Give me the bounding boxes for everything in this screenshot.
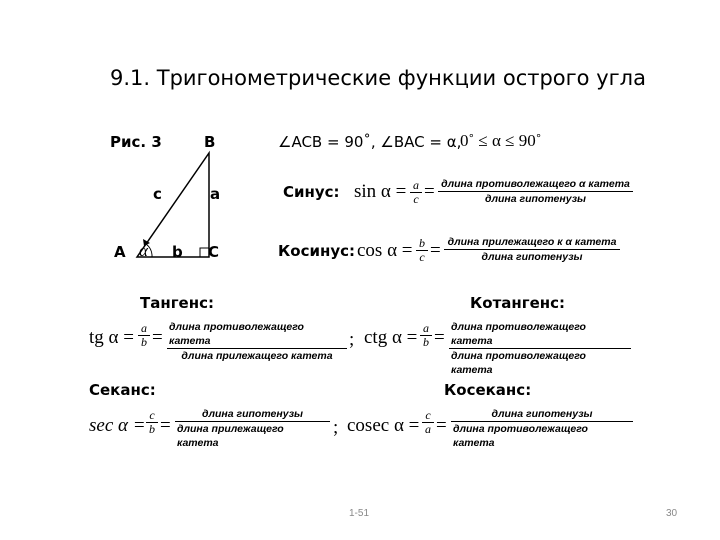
secant-numerator: c xyxy=(149,408,155,422)
secant-denominator: b xyxy=(149,422,155,436)
angle-conditions: ∠ACB = 90˚, ∠BAC = α, xyxy=(278,133,462,151)
cotangent-label: Котангенс: xyxy=(470,294,566,312)
cosecant-label: Косеканс: xyxy=(444,381,532,399)
page-number: 30 xyxy=(666,508,678,519)
sine-word-numerator: длина противолежащего α катета xyxy=(441,178,630,190)
cotangent-numerator: a xyxy=(423,321,429,335)
sine-denominator: c xyxy=(413,192,419,206)
cosine-denominator: c xyxy=(419,250,425,264)
cosine-numerator: b xyxy=(419,236,425,250)
tangent-numerator: a xyxy=(141,321,147,335)
cosine-word-numerator: длина прилежащего к α катета xyxy=(447,236,617,248)
tangent-word-fraction xyxy=(167,320,347,363)
vertex-a-label: A xyxy=(114,243,126,261)
secant-word-numerator: длина гипотенузы xyxy=(201,408,304,420)
cosecant-word-fraction xyxy=(451,407,633,450)
side-c-label: c xyxy=(153,185,162,203)
sine-word-fraction xyxy=(438,177,633,206)
secant-separator: ; xyxy=(333,417,339,438)
sine-fraction xyxy=(410,179,422,206)
sine-word-denominator: длина гипотенузы xyxy=(484,193,587,205)
cosecant-denominator: a xyxy=(425,422,431,436)
cosine-word-denominator: длина гипотенузы xyxy=(481,251,583,263)
cosecant-numerator: c xyxy=(425,408,431,422)
slide-reference: 1-51 xyxy=(349,508,370,519)
cotangent-denominator: b xyxy=(423,335,429,349)
tangent-fraction xyxy=(138,322,150,349)
sine-label: Синус: xyxy=(283,183,340,201)
cotangent-word-fraction xyxy=(449,320,631,377)
angle-range: 0˚ ≤ α ≤ 90˚ xyxy=(460,131,542,150)
cosecant-fraction xyxy=(422,409,434,436)
figure-label: Рис. 3 xyxy=(110,133,162,151)
secant-word-denominator: длина прилежащего катета xyxy=(177,423,284,449)
secant-word-fraction xyxy=(175,407,330,450)
cosecant-word-numerator: длина гипотенузы xyxy=(491,408,593,420)
angle-alpha-label: α xyxy=(139,241,148,260)
secant-fraction xyxy=(146,409,158,436)
secant-label: Секанс: xyxy=(89,381,156,399)
cosine-word-fraction xyxy=(444,235,620,264)
sine-equals: = xyxy=(424,181,435,202)
cosine-label: Косинус: xyxy=(278,242,355,260)
tangent-word-denominator: длина прилежащего катета xyxy=(181,350,333,362)
tangent-separator: ; xyxy=(349,329,355,350)
tangent-denominator: b xyxy=(141,335,147,349)
cosine-lhs: cos α = xyxy=(357,240,413,261)
tangent-word-numerator: длина противолежащего катета xyxy=(169,321,304,347)
cotangent-word-numerator: длина противолежащего катета xyxy=(451,321,586,347)
cotangent-lhs: ctg α = xyxy=(364,327,418,348)
vertex-b-label: B xyxy=(204,133,216,151)
side-a-label: a xyxy=(210,185,221,203)
cosecant-lhs: cosec α = xyxy=(347,415,420,436)
cosecant-word-denominator: длина противолежащего катета xyxy=(453,423,588,449)
cosine-equals: = xyxy=(430,240,441,261)
sine-numerator: a xyxy=(413,178,419,192)
cosecant-equals: = xyxy=(436,415,447,436)
cosine-fraction xyxy=(416,237,428,264)
tangent-equals: = xyxy=(152,327,163,348)
side-b-label: b xyxy=(172,243,183,261)
cotangent-word-denominator: длина противолежащего катета xyxy=(451,350,586,376)
cotangent-fraction xyxy=(420,322,432,349)
tangent-label: Тангенс: xyxy=(140,294,214,312)
tangent-lhs: tg α = xyxy=(89,327,134,348)
secant-equals: = xyxy=(160,415,171,436)
cotangent-equals: = xyxy=(434,327,445,348)
sine-lhs: sin α = xyxy=(354,181,407,202)
page-title: 9.1. Тригонометрические функции острого угла xyxy=(110,66,646,90)
vertex-c-label: C xyxy=(208,243,220,261)
secant-lhs: sec α = xyxy=(89,415,146,436)
